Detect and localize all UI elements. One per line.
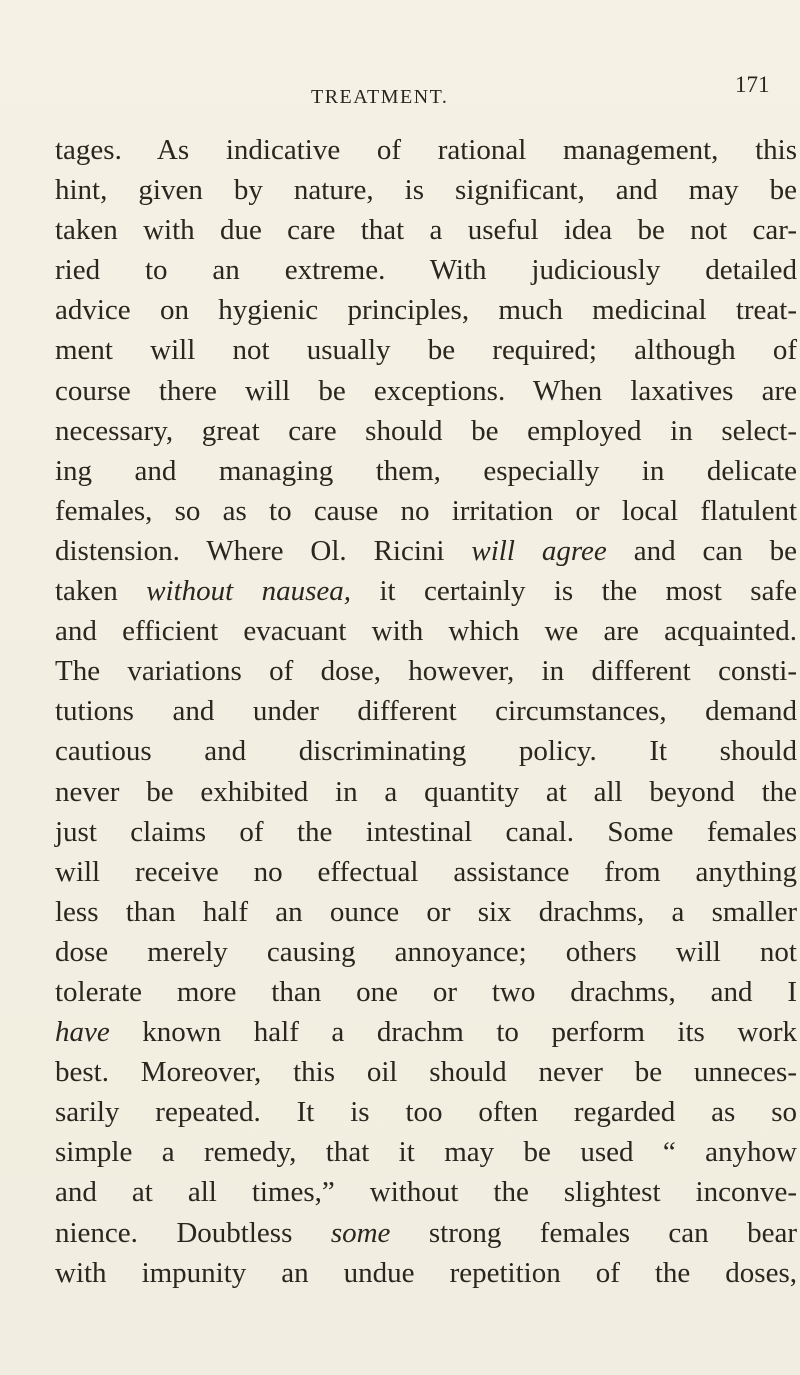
text-segment: ing and managing them, especially in delicate	[55, 454, 797, 487]
text-line	[55, 1253, 797, 1293]
text-line	[55, 731, 797, 771]
text-line	[55, 130, 797, 170]
text-segment: cautious and discriminating policy. It should	[55, 735, 797, 768]
text-segment: and efficient evacuant with which we are acquainted.	[55, 615, 797, 648]
text-segment: necessary, great care should be employed in select-	[55, 414, 797, 447]
text-segment: strong females can bear	[390, 1216, 797, 1249]
text-segment: tages. As indicative of rational management, this	[55, 134, 797, 166]
body-text	[55, 130, 797, 1293]
text-segment: females, so as to cause no irritation or local flatulent	[55, 494, 797, 527]
text-line	[55, 250, 797, 290]
text-line	[55, 1213, 797, 1253]
text-segment: hint, given by nature, is significant, and may be	[55, 174, 797, 207]
text-segment: and at all times,” without the slightest inconve-	[55, 1176, 797, 1209]
text-segment: less than half an ounce or six drachms, a smaller	[55, 895, 797, 928]
text-segment: best. Moreover, this oil should never be unneces-	[55, 1056, 797, 1089]
text-line	[55, 491, 797, 531]
text-line	[55, 932, 797, 972]
page-number: 171	[735, 72, 770, 97]
text-segment: sarily repeated. It is too often regarded as so	[55, 1096, 797, 1129]
text-segment: advice on hygienic principles, much medicinal treat-	[55, 294, 797, 327]
text-segment: known half a drachm to perform its work	[109, 1016, 797, 1049]
text-line	[55, 1172, 797, 1212]
text-line	[55, 571, 797, 611]
text-line	[55, 451, 797, 491]
text-line	[55, 210, 797, 250]
text-line	[55, 1092, 797, 1132]
text-line	[55, 371, 797, 411]
italic-text: some	[330, 1216, 391, 1249]
italic-text: without nausea,	[146, 575, 352, 608]
running-head	[0, 72, 800, 116]
text-line	[55, 691, 797, 731]
text-segment: nience. Doubtless	[55, 1216, 331, 1249]
text-line	[55, 330, 797, 370]
text-line	[55, 972, 797, 1012]
text-line	[55, 852, 797, 892]
text-segment: course there will be exceptions. When laxatives are	[55, 374, 797, 407]
text-line	[55, 651, 797, 691]
text-segment: The variations of dose, however, in different consti-	[55, 655, 797, 688]
text-line	[55, 411, 797, 451]
text-segment: distension. Where Ol. Ricini	[55, 534, 472, 567]
text-segment: just claims of the intestinal canal. Some females	[55, 815, 797, 848]
text-line	[55, 812, 797, 852]
text-segment: never be exhibited in a quantity at all beyond the	[55, 775, 797, 808]
text-segment: taken with due care that a useful idea be not car-	[55, 214, 797, 247]
text-line	[55, 1052, 797, 1092]
text-segment: tutions and under different circumstances, demand	[55, 695, 797, 728]
text-line	[55, 772, 797, 812]
text-segment: ried to an extreme. With judiciously detailed	[55, 254, 797, 287]
text-segment: simple a remedy, that it may be used “ anyhow	[55, 1136, 797, 1169]
text-segment: will receive no effectual assistance from anything	[55, 855, 797, 888]
text-segment: dose merely causing annoyance; others will not	[55, 935, 797, 968]
italic-text: have	[55, 1016, 110, 1049]
text-line	[55, 290, 797, 330]
text-line	[55, 1012, 797, 1052]
text-segment: tolerate more than one or two drachms, and I	[55, 975, 797, 1008]
text-line	[55, 1132, 797, 1172]
text-segment: and can be	[606, 534, 797, 567]
text-line	[55, 611, 797, 651]
text-segment: with impunity an undue repetition of the doses,	[55, 1256, 797, 1289]
italic-text: will agree	[471, 534, 607, 567]
text-line	[55, 892, 797, 932]
text-segment: taken	[55, 575, 147, 608]
text-segment: ment will not usually be required; although of	[55, 334, 797, 367]
text-line	[55, 531, 797, 571]
text-segment: it certainly is the most safe	[351, 575, 797, 608]
text-line	[55, 170, 797, 210]
running-title: TREATMENT.	[311, 86, 449, 108]
